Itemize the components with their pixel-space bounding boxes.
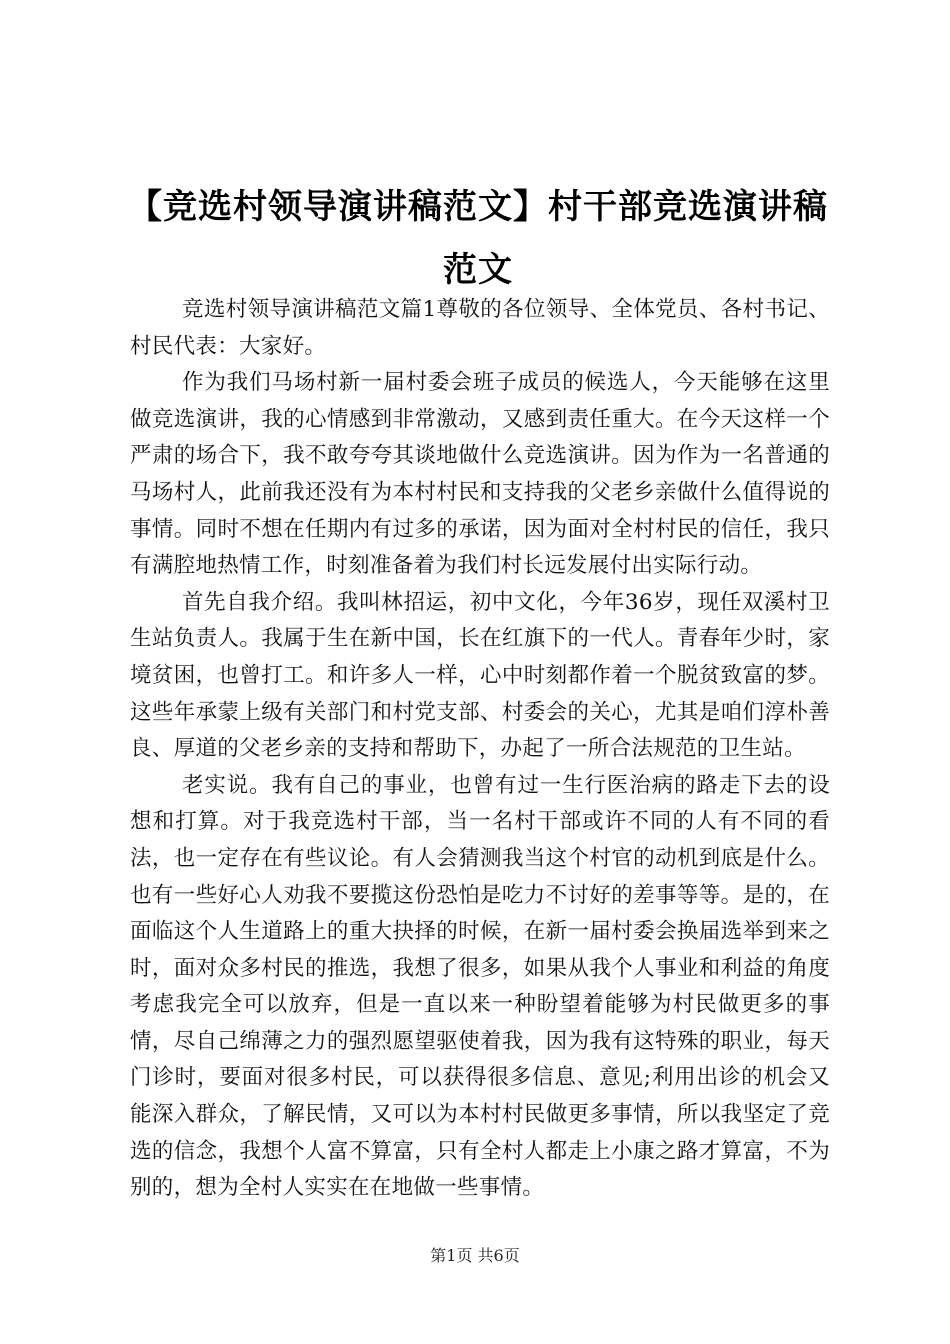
paragraph: 老实说。我有自己的事业，也曾有过一生行医治病的路走下去的设想和打算。对于我竞选村干部，当一名村干部或许不同的人有不同的看法，也一定存在有些议论。有人会猜测我当这个村官的动机到底是什么。也有一些好心人劝我不要揽这份恐怕是吃力不讨好的差事等等。是的，在面临这个人生道路上的重大抉择的时候，在新一届村委会换届选举到来之时，面对众多村民的推选，我想了很多，如果从我个人事业和利益的角度考虑我完全可以放弃，但是一直以来一种盼望着能够为村民做更多的事情，尽自己绵薄之力的强烈愿望驱使着我，因为我有这特殊的职业，每天门诊时，要面对很多村民，可以获得很多信息、意见;利用出诊的机会又能深入群众，了解民情，又可以为本村村民做更多事情，所以我坚定了竞选的信念，我想个人富不算富，只有全村人都走上小康之路才算富，不为别的，想为全村人实实在在地做一些事情。: [130, 772, 830, 1201]
document-title: 【竞选村领导演讲稿范文】村干部竞选演讲稿范文: [128, 187, 828, 290]
page-footer: 第1页 共6页: [430, 1246, 520, 1265]
document-body: [130, 292, 830, 1207]
paragraph: 竞选村领导演讲稿范文篇1尊敬的各位领导、全体党员、各村书记、村民代表：大家好。: [130, 297, 830, 359]
paragraph: 首先自我介绍。我叫林招运，初中文化，今年36岁，现任双溪村卫生站负责人。我属于生在新中国，长在红旗下的一代人。青春年少时，家境贫困，也曾打工。和许多人一样，心中时刻都作着一个脱贫致富的梦。这些年承蒙上级有关部门和村党支部、村委会的关心，尤其是咱们淳朴善良、厚道的父老乡亲的支持和帮助下，办起了一所合法规范的卫生站。: [130, 589, 830, 762]
paragraph: 作为我们马场村新一届村委会班子成员的候选人，今天能够在这里做竞选演讲，我的心情感到非常激动，又感到责任重大。在今天这样一个严肃的场合下，我不敢夸夸其谈地做什么竞选演讲。因为作为一名普通的马场村人，此前我还没有为本村村民和支持我的父老乡亲做什么值得说的事情。同时不想在任期内有过多的承诺，因为面对全村村民的信任，我只有满腔地热情工作，时刻准备着为我们村长远发展付出实际行动。: [130, 370, 830, 579]
